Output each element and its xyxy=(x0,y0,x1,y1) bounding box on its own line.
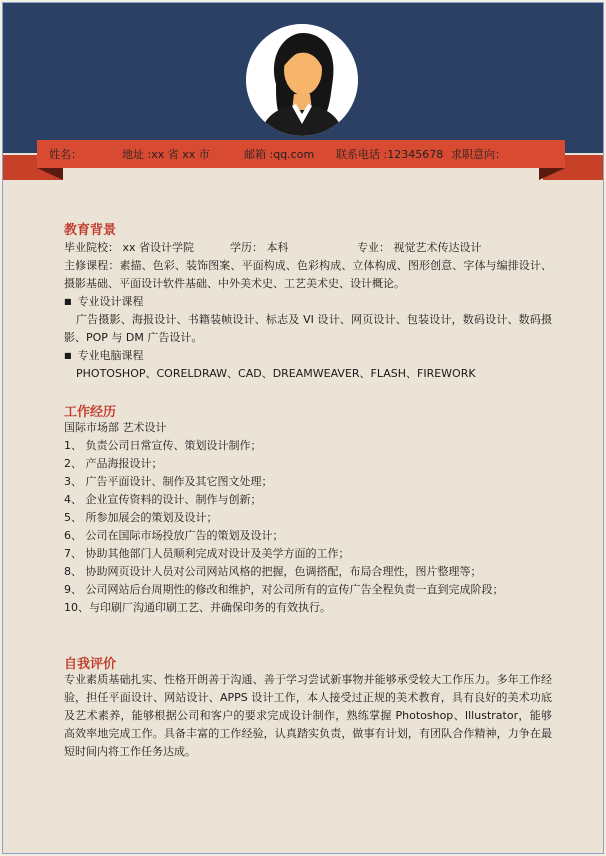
contact-intent: 求职意向： xyxy=(451,148,506,161)
avatar xyxy=(246,24,358,136)
work-item: 4、 企业宣传资料的设计、制作与创新； xyxy=(64,493,262,506)
ribbon-right-fold xyxy=(539,168,565,180)
ribbon-left-fold xyxy=(37,168,63,180)
work-item: 7、 协助其他部门人员顺利完成对设计及美学方面的工作； xyxy=(64,547,350,560)
work-item: 2、 产品海报设计； xyxy=(64,457,163,470)
evaluation-title: 自我评价 xyxy=(64,657,117,672)
work-item: 3、 广告平面设计、制作及其它图文处理； xyxy=(64,475,273,488)
work-item: 1、 负责公司日常宣传、策划设计制作； xyxy=(64,439,262,452)
contact-name: 姓名： xyxy=(49,148,82,161)
avatar-woman-icon xyxy=(246,24,358,136)
contact-address: 地址 :xx 省 xx 市 xyxy=(122,148,210,161)
design-courses: 广告摄影、海报设计、书籍装帧设计、标志及 VI 设计、网页设计、包装设计，数码设计、数码摄影、POP 与 DM 广告设计。 xyxy=(64,313,552,344)
education-major: 专业： 视觉艺术传达设计 xyxy=(357,241,482,254)
education-school: 毕业院校： xx 省设计学院 xyxy=(64,241,195,254)
work-title: 工作经历 xyxy=(64,405,117,420)
work-item: 9、 公司网站后台周期性的修改和维护，对公司所有的宣传广告全程负责一直到完成阶段； xyxy=(64,583,504,596)
computer-courses: PHOTOSHOP、CORELDRAW、CAD、DREAMWEAVER、FLASH、FIREWORK xyxy=(76,367,476,380)
education-summary-row xyxy=(64,239,552,257)
contact-phone: 联系电话 :12345678 xyxy=(336,148,444,161)
resume-page xyxy=(2,2,604,854)
evaluation-text: 专业素质基础扎实、性格开朗善于沟通、善于学习尝试新事物并能够承受较大工作压力。多年工作经验，担任平面设计、网站设计、APPS 设计工作，本人接受过正规的美术教育，具有良好的美术功底及艺术素养，能够根据公司和客户的要求完成设计制作，熟练掌握 Photoshop、Illustrator，能够高效率地完成工作。具备丰富的工作经验，认真踏实负责，做事有计划，有团队合作精神，力争在最短时间内将工作任务达成。 xyxy=(64,673,552,758)
computer-courses-heading: ■ 专业电脑课程 xyxy=(64,347,144,366)
design-courses-heading: ■ 专业设计课程 xyxy=(64,293,144,312)
work-item: 8、 协助网页设计人员对公司网站风格的把握，色调搭配，布局合理性，图片整理等； xyxy=(64,565,482,578)
education-courses: 主修课程：素描、色彩、装饰图案、平面构成、色彩构成、立体构成、图形创意、字体与编排设计、摄影基础、平面设计软件基础、中外美术史、工艺美术史、设计概论。 xyxy=(64,259,552,290)
work-item: 5、 所参加展会的策划及设计； xyxy=(64,511,218,524)
education-title: 教育背景 xyxy=(64,223,117,238)
work-item: 6、 公司在国际市场投放广告的策划及设计； xyxy=(64,529,284,542)
work-position: 国际市场部 艺术设计 xyxy=(64,421,167,434)
contact-email: 邮箱 :qq.com xyxy=(244,148,315,161)
work-item: 10、与印刷厂沟通印刷工艺、并确保印务的有效执行。 xyxy=(64,601,331,614)
education-degree: 学历： 本科 xyxy=(230,241,289,254)
